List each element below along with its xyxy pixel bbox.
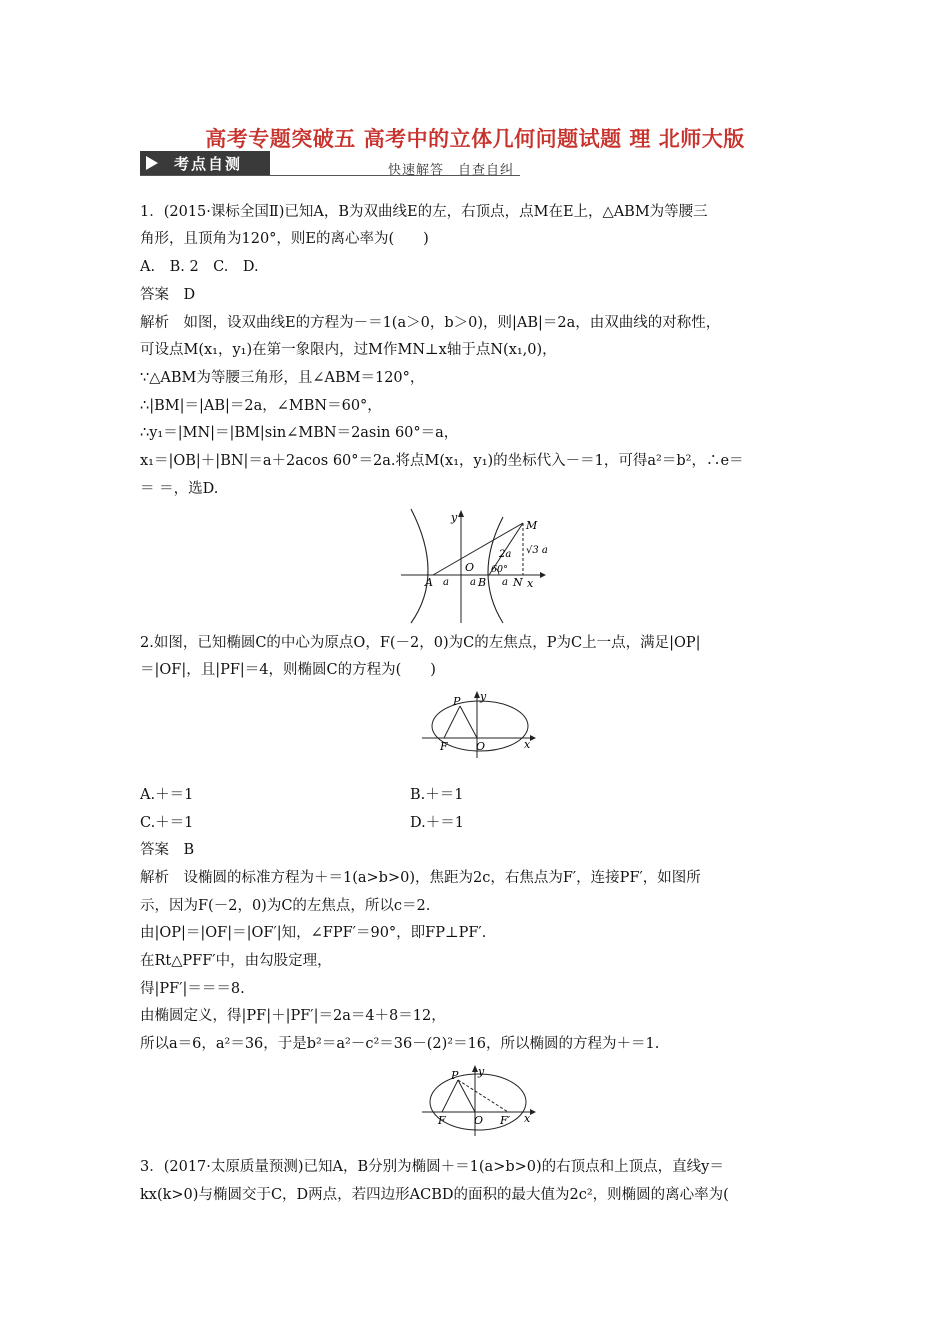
q2-analysis-line: 在Rt△PFF′中，由勾股定理， [140,953,332,969]
q3-line: kx(k>0)与椭圆交于C，D两点，若四边形ACBD的面积的最大值为2c²，则椭圆的离心率为( [140,1187,729,1203]
q1-analysis-line: 可设点M(x₁，y₁)在第一象限内，过M作MN⊥x轴于点N(x₁,0)， [140,342,557,358]
label-O: O [465,561,475,574]
q2-analysis-line: 得|PF′|＝＝＝8. [140,981,245,997]
label-P: P [453,695,461,708]
q1-analysis-line: 解析 如图，设双曲线E的方程为－＝1(a＞0，b＞0)，则|AB|＝2a，由双曲线的对称性， [140,315,721,331]
segment-PO [458,1080,475,1112]
q1-analysis-line: ∴y₁＝|MN|＝|BM|sin∠MBN＝2asin 60°＝a， [140,425,459,441]
hyperbola-left-branch [411,509,428,623]
label-x: x [527,577,534,590]
ellipse-figure-1 [420,688,540,760]
label-O: O [474,1114,484,1127]
section-banner [140,151,520,179]
q2-analysis-line: 由|OP|＝|OF|＝|OF′|知，∠FPF′＝90°，即FP⊥PF′. [140,925,487,941]
label-F-prime: F′ [500,1114,511,1127]
label-a-right: a [502,577,508,588]
x-axis-arrow [530,1109,536,1115]
label-O: O [476,740,486,753]
banner-subtitle: 快速解答 自查自纠 [388,163,515,178]
q1-answer: 答案 D [140,287,196,303]
segment-PF [442,1080,458,1112]
q2-option-a: A.＋＝1 [140,787,194,803]
q3-line: 3．(2017·太原质量预测)已知A，B分别为椭圆＋＝1(a>b>0)的右顶点和上顶点，直线y＝ [140,1159,724,1175]
segment-PF-prime [458,1080,508,1112]
q2-option-b: B.＋＝1 [410,787,464,803]
q2-line: ＝|OF|，且|PF|＝4，则椭圆C的方程为( ) [140,662,436,678]
label-y: y [451,511,458,524]
label-x: x [524,738,531,751]
label-P: P [451,1069,459,1082]
page-title: 高考专题突破五 高考中的立体几何问题试题 理 北师大版 [205,127,745,151]
segment-PO [460,706,477,738]
q1-analysis-line: ∵△ABM为等腰三角形，且∠ABM＝120°， [140,370,425,386]
label-2a: 2a [499,549,512,560]
hyperbola-figure [395,505,555,627]
label-angle: 60° [491,564,508,575]
x-axis-arrow [540,572,546,578]
q2-analysis-line: 解析 设椭圆的标准方程为＋＝1(a>b>0)，焦距为2c，右焦点为F′，连接PF′，如图所 [140,870,701,886]
label-B: B [478,576,487,589]
q2-option-c: C.＋＝1 [140,815,194,831]
label-N: N [513,576,523,589]
label-x: x [524,1112,531,1125]
q2-answer: 答案 B [140,842,195,858]
ellipse-figure-2 [420,1062,540,1138]
label-A: A [425,576,433,589]
q2-analysis-line: 由椭圆定义，得|PF|＋|PF′|＝2a＝4＋8＝12， [140,1008,446,1024]
q1-line: 1．(2015·课标全国Ⅱ)已知A，B为双曲线E的左，右顶点，点M在E上，△ABM为等腰三 [140,204,708,220]
q1-analysis-line: x₁＝|OB|＋|BN|＝a＋2acos 60°＝2a.将点M(x₁，y₁)的坐标代入－＝1，可得a²＝b²，∴e＝ [140,453,744,469]
label-F: F [438,1114,446,1127]
x-axis-arrow [530,735,536,741]
q1-options: A. B. 2 C. D. [140,259,259,275]
play-arrow-icon [146,156,158,170]
q2-analysis-line: 所以a＝6，a²＝36，于是b²＝a²－c²＝36－(2)²＝16，所以椭圆的方程为＋＝1. [140,1036,660,1052]
y-axis-arrow [458,510,464,517]
label-a-mid: a [470,577,476,588]
q2-line: 2.如图，已知椭圆C的中心为原点O，F(－2，0)为C的左焦点，P为C上一点，满足|OP| [140,635,701,651]
q2-option-d: D.＋＝1 [410,815,464,831]
banner-label: 考点自测 [174,155,243,173]
label-a-left: a [443,577,449,588]
q1-analysis-line: ＝ ＝，选D. [140,481,219,497]
label-M: M [526,519,538,532]
label-F: F [440,740,448,753]
label-y: y [480,690,487,703]
segment-PF [444,706,460,738]
q2-analysis-line: 示，因为F(－2，0)为C的左焦点，所以c＝2. [140,898,431,914]
q1-line: 角形，且顶角为120°，则E的离心率为( ) [140,231,429,247]
q1-analysis-line: ∴|BM|＝|AB|＝2a，∠MBN＝60°， [140,398,382,414]
label-y: y [478,1065,485,1078]
label-sqrt3a: √3 a [526,545,548,556]
